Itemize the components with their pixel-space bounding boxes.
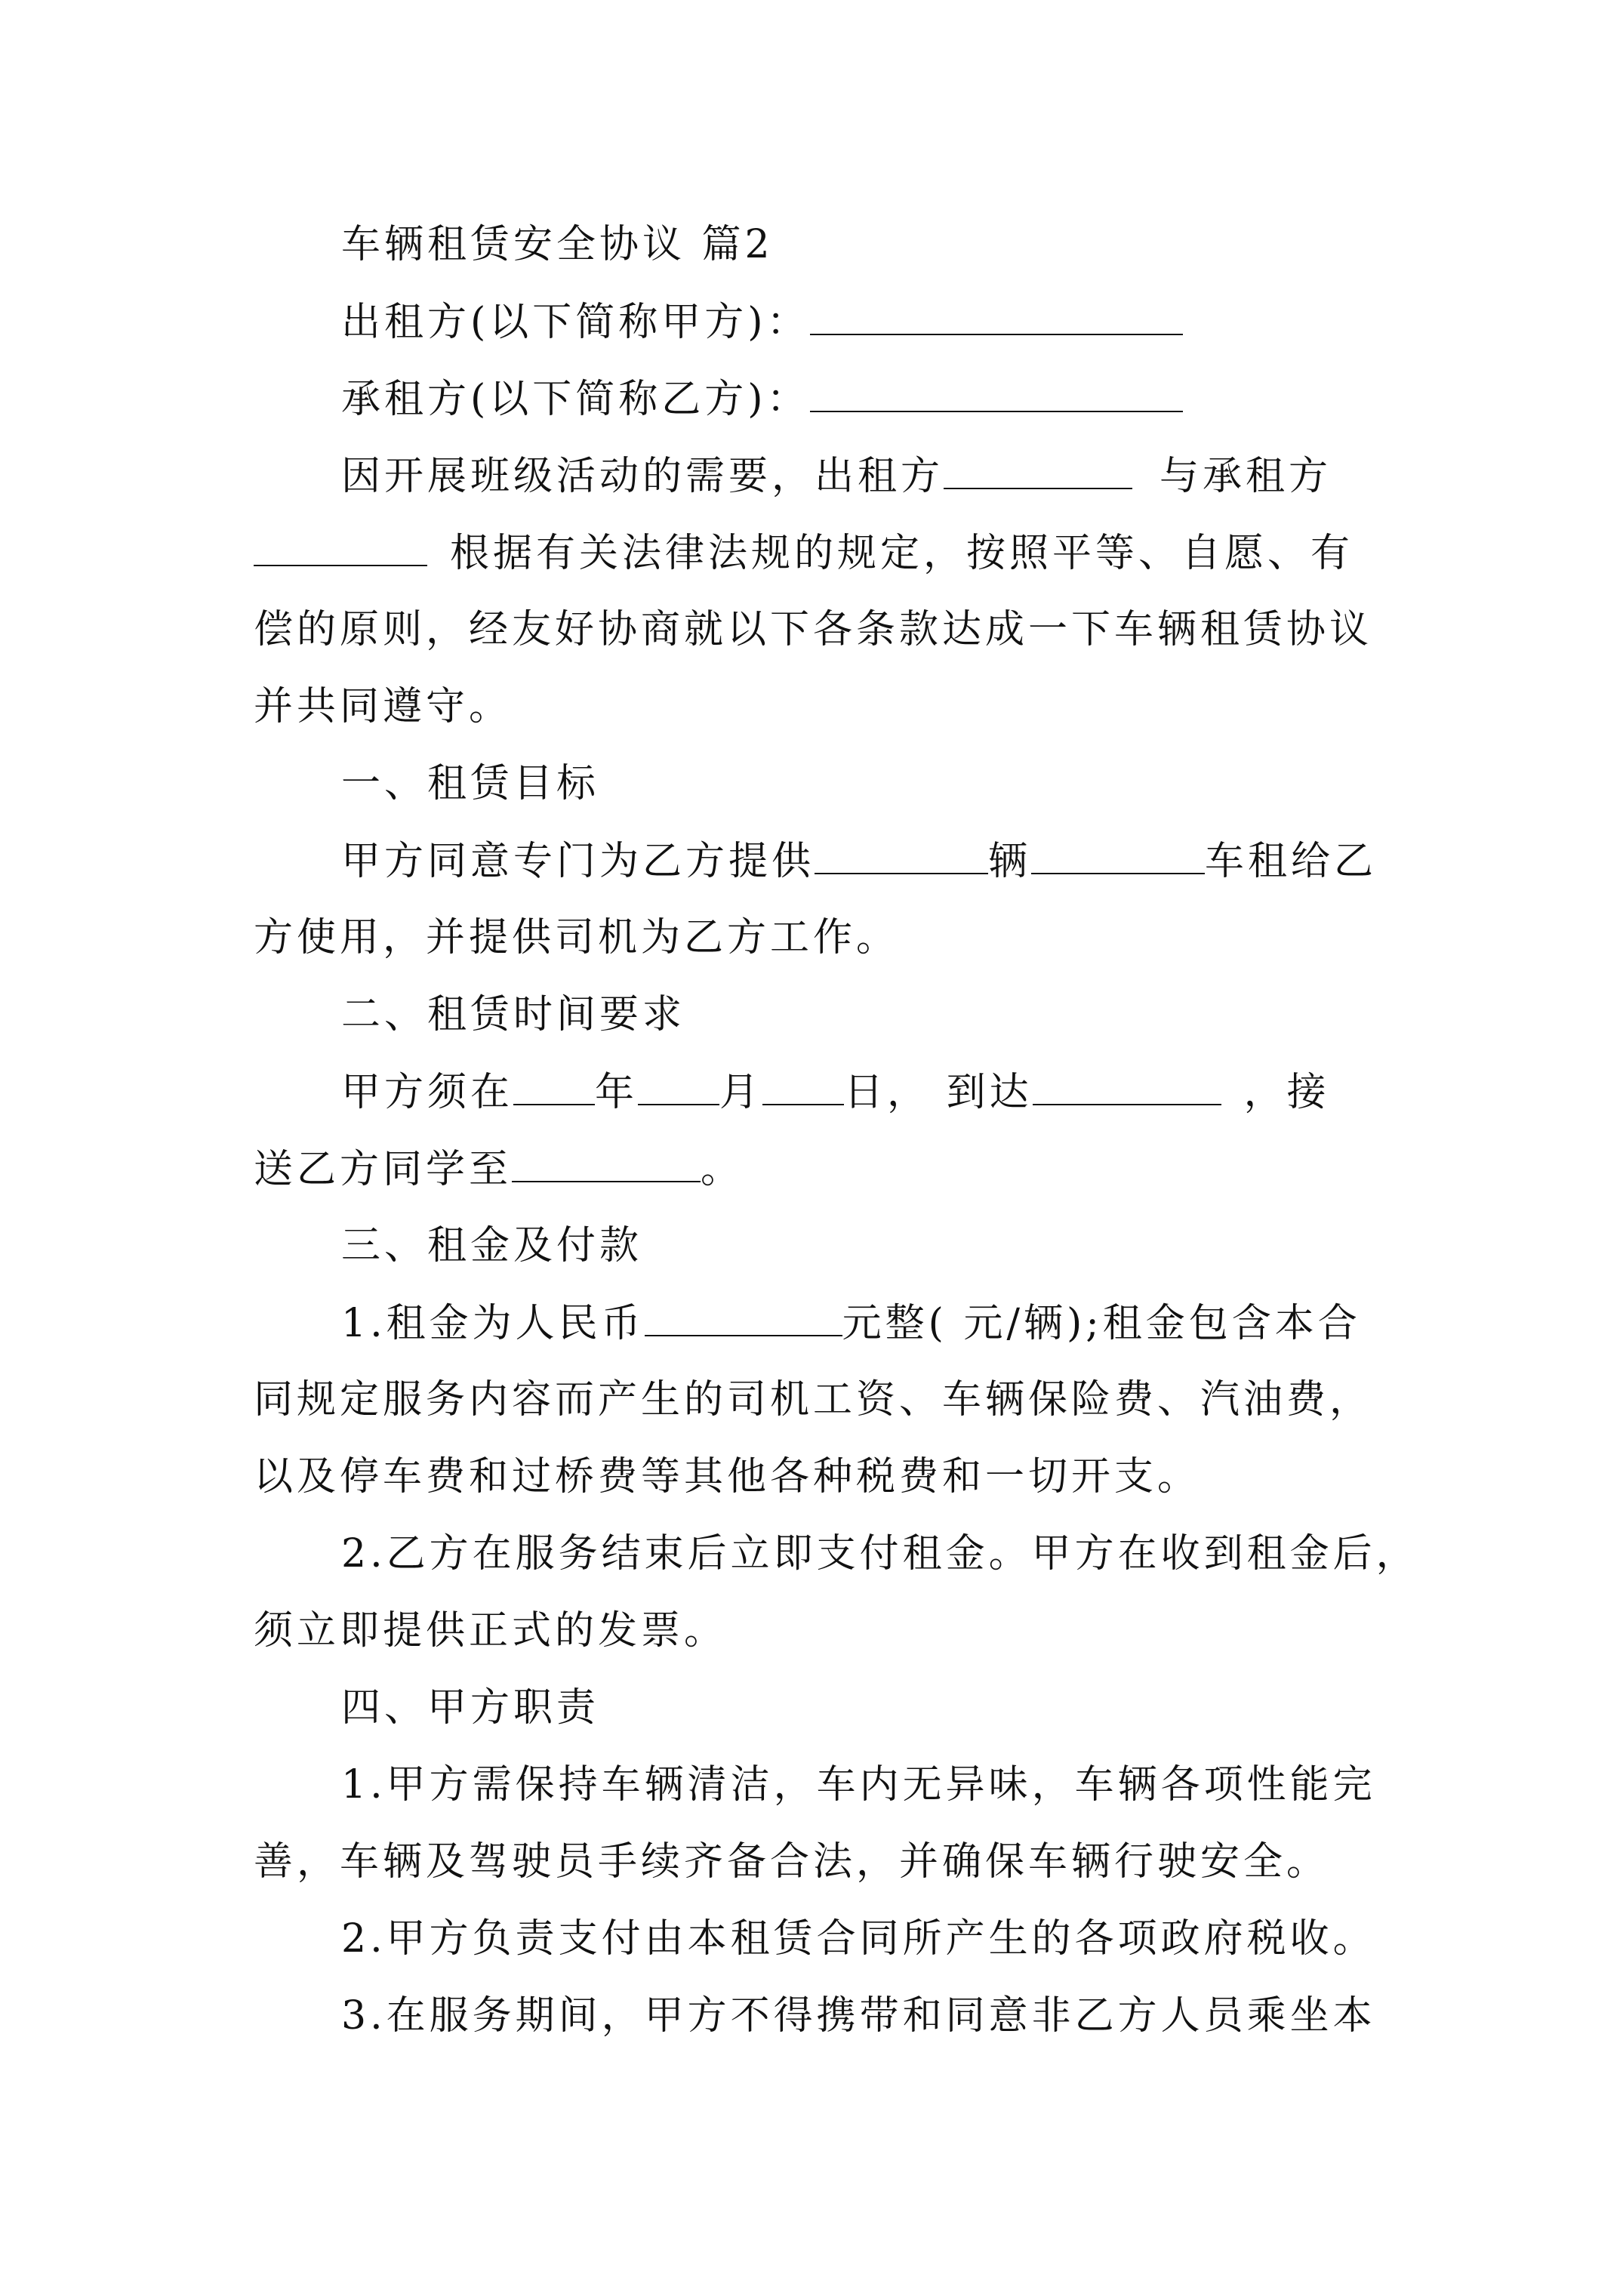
section-3-line-5: 须立即提供正式的发票。 xyxy=(254,1608,728,1653)
section-3-line-3: 以及停车费和过桥费等其他各种税费和一切开支。 xyxy=(254,1454,1201,1499)
section-2-line-2: 送乙方同学至 。 xyxy=(254,1147,744,1192)
section-heading-4: 四、甲方职责 xyxy=(341,1685,600,1730)
section-3-line-2: 同规定服务内容而产生的司机工资、车辆保险费、汽油费， xyxy=(254,1377,1373,1422)
vehicle-count-blank xyxy=(815,838,988,874)
section-2-line-1: 甲方须在 年 月 日， 到达 ，接 xyxy=(341,1070,1330,1115)
lessor-blank xyxy=(944,453,1132,489)
section-3-line-4: 2.乙方在服务结束后立即支付租金。甲方在收到租金后， xyxy=(341,1531,1419,1576)
section-heading-3: 三、租金及付款 xyxy=(341,1223,643,1268)
section-3-line-1: 1.租金为人民币 元整( 元/辆);租金包含本合 xyxy=(341,1301,1361,1346)
section-4-line-2: 善，车辆及驾驶员手续齐备合法，并确保车辆行驶安全。 xyxy=(254,1839,1330,1885)
preamble-line-4: 并共同遵守。 xyxy=(254,684,513,729)
lessee-line: 承租方(以下简称乙方)： xyxy=(0,376,1623,421)
section-4-line-3: 2.甲方负责支付由本租赁合同所产生的各项政府税收。 xyxy=(341,1916,1376,1962)
lessor-line: 出租方(以下简称甲方)： xyxy=(0,299,1623,344)
preamble-line-3: 偿的原则，经友好协商就以下各条款达成一下车辆租赁协议 xyxy=(254,607,1373,652)
month-blank xyxy=(638,1069,719,1105)
lessee-blank xyxy=(254,530,427,566)
rent-amount-blank xyxy=(645,1300,842,1336)
vehicle-type-blank xyxy=(1031,838,1205,874)
destination-blank xyxy=(512,1146,701,1182)
section-heading-1: 一、租赁目标 xyxy=(341,761,600,806)
preamble-line-2: 根据有关法律法规的规定，按照平等、自愿、有 xyxy=(0,530,1623,575)
section-4-line-4: 3.在服务期间，甲方不得携带和同意非乙方人员乘坐本 xyxy=(341,1993,1376,2039)
section-1-line-2: 方使用，并提供司机为乙方工作。 xyxy=(254,915,900,960)
lessor-name-blank xyxy=(810,299,1183,335)
document-title: 车辆租赁安全协议 篇2 xyxy=(341,222,774,267)
year-blank xyxy=(513,1069,595,1105)
arrival-place-blank xyxy=(1033,1069,1221,1105)
lessee-name-blank xyxy=(810,376,1183,412)
section-1-line-1: 甲方同意专门为乙方提供 辆 车租给乙 xyxy=(341,839,1378,884)
section-heading-2: 二、租赁时间要求 xyxy=(341,992,686,1037)
section-4-line-1: 1.甲方需保持车辆清洁，车内无异味，车辆各项性能完 xyxy=(341,1762,1376,1808)
day-blank xyxy=(762,1069,844,1105)
preamble-line-1: 因开展班级活动的需要，出租方 与承租方 xyxy=(341,454,1332,499)
